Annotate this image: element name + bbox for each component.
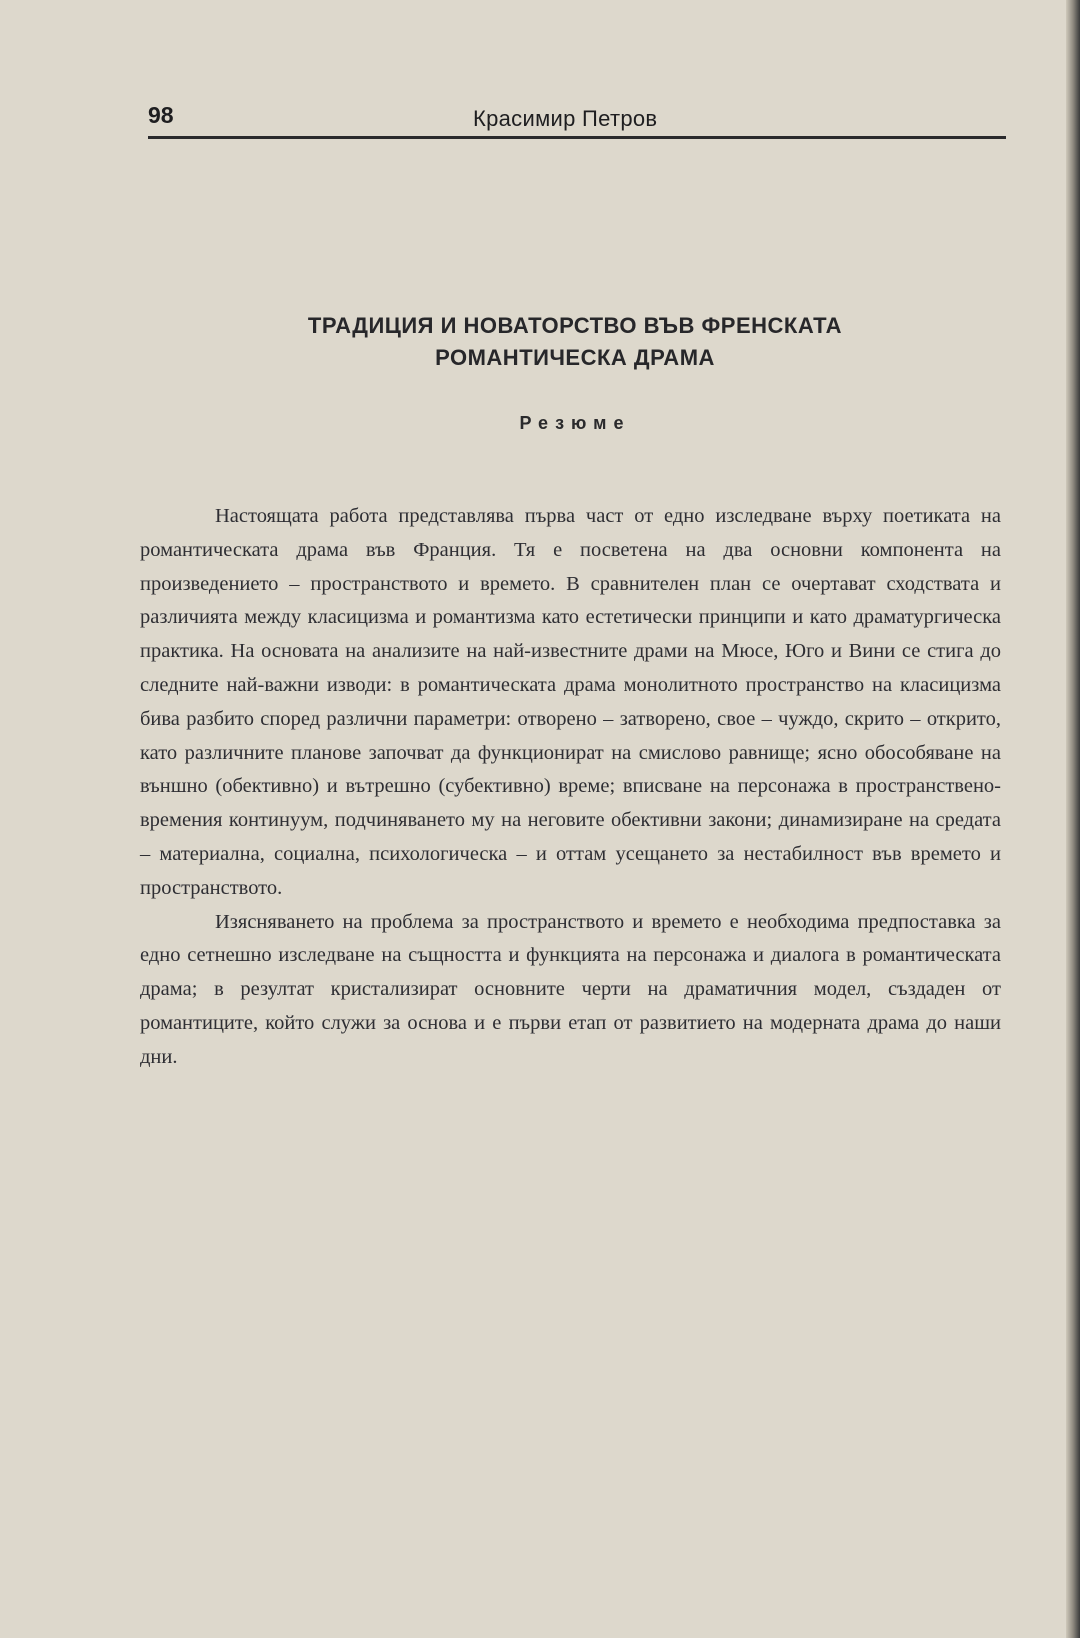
summary-body	[140, 500, 1001, 1075]
running-title-author: Красимир Петров	[473, 106, 658, 131]
body-paragraph-2: Изясняването на проблема за пространството и времето е необходима предпоставка за едно сетнешно изследване на същността и функцията на персонажа и диалога в романтическата драма; в резултат кристализират основните черти на драматичния модел, създаден от романтиците, който служи за основа и е първи етап от развитието на модерната драма до наши дни.	[140, 910, 1001, 1068]
body-paragraph-1: Настоящата работа представлява първа част от едно изследване върху поетиката на романтическата драма във Франция. Тя е посветена на два основни компонента на произведението – пространството и времето. В сравнителен план се очертават сходствата и различията между класицизма и романтизма като естетически принципи и като драматургическа практика. На основата на анализите на най-известните драми на Мюсе, Юго и Вини се стига до следните най-важни изводи: в романтическата драма монолитното пространство на класицизма бива разбито според различни параметри: отворено – затворено, свое – чуждо, скрито – открито, като различните планове започват да функционират на смислово равнище; ясно обособяване на външно (обективно) и вътрешно (субективно) време; вписване на персонажа в пространствено-времения континуум, подчиняването му на неговите обективни закони; динамизиране на средата – материална, социална, психологическа – и оттам усещането за нестабилност във времето и пространството.	[140, 505, 1001, 899]
summary-heading: Резюме	[519, 413, 631, 433]
article-title	[150, 310, 1000, 374]
article-title-line-1: ТРАДИЦИЯ И НОВАТОРСТВО ВЪВ ФРЕНСКАТА	[307, 313, 843, 338]
header-rule	[148, 136, 1006, 139]
page-number: 98	[148, 102, 174, 128]
article-title-line-2: РОМАНТИЧЕСКА ДРАМА	[435, 345, 715, 370]
page-edge-shadow	[1066, 0, 1080, 1638]
